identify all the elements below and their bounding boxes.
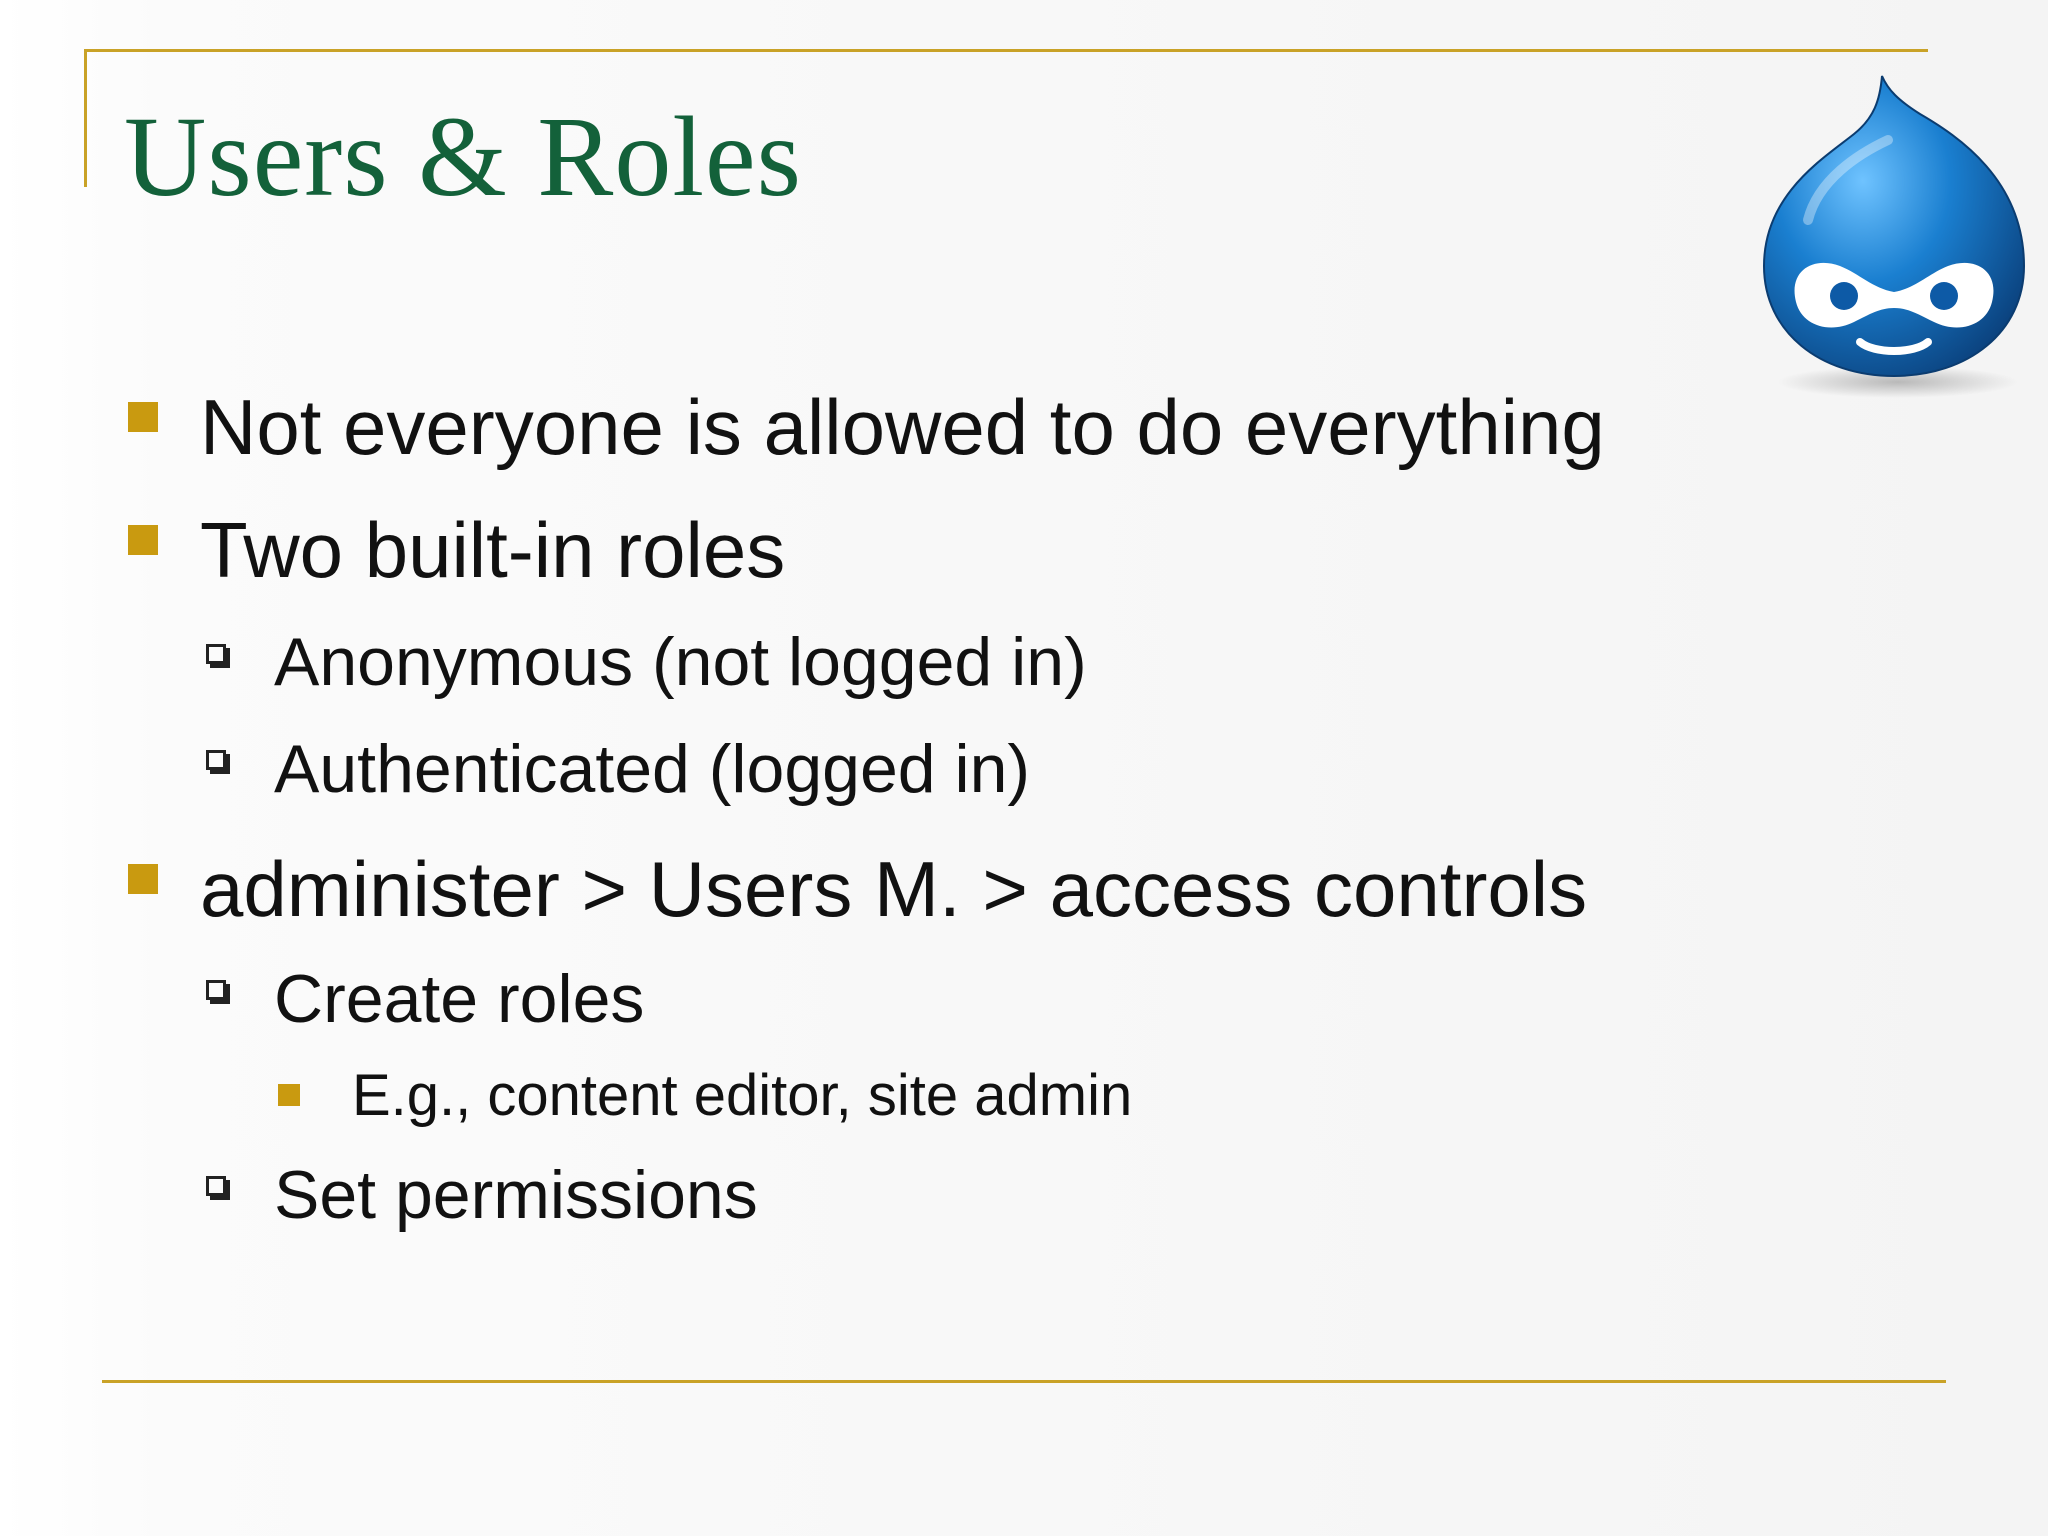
filled-square-icon: [128, 525, 158, 555]
bullet-level1: Not everyone is allowed to do everything: [200, 383, 1605, 471]
left-rule: [84, 49, 87, 187]
bullet-level1: Two built-in roles: [200, 506, 786, 594]
filled-square-icon: [128, 864, 158, 894]
bullet-level2: Set permissions: [274, 1157, 758, 1233]
filled-square-icon: [128, 402, 158, 432]
hollow-square-icon: [206, 644, 226, 664]
hollow-square-icon: [206, 980, 226, 1000]
drupal-drop-logo: [1748, 70, 2040, 400]
hollow-square-icon: [206, 750, 226, 770]
bullet-level1: administer > Users M. > access controls: [200, 845, 1588, 933]
top-rule: [84, 49, 1928, 52]
bottom-rule: [102, 1380, 1946, 1383]
filled-square-icon: [278, 1084, 300, 1106]
hollow-square-icon: [206, 1176, 226, 1196]
slide-title: Users & Roles: [124, 93, 802, 220]
bullet-level3: E.g., content editor, site admin: [352, 1063, 1133, 1128]
bullet-level2: Anonymous (not logged in): [274, 624, 1087, 700]
bullet-level2: Authenticated (logged in): [274, 731, 1031, 807]
bullet-level2: Create roles: [274, 961, 645, 1037]
